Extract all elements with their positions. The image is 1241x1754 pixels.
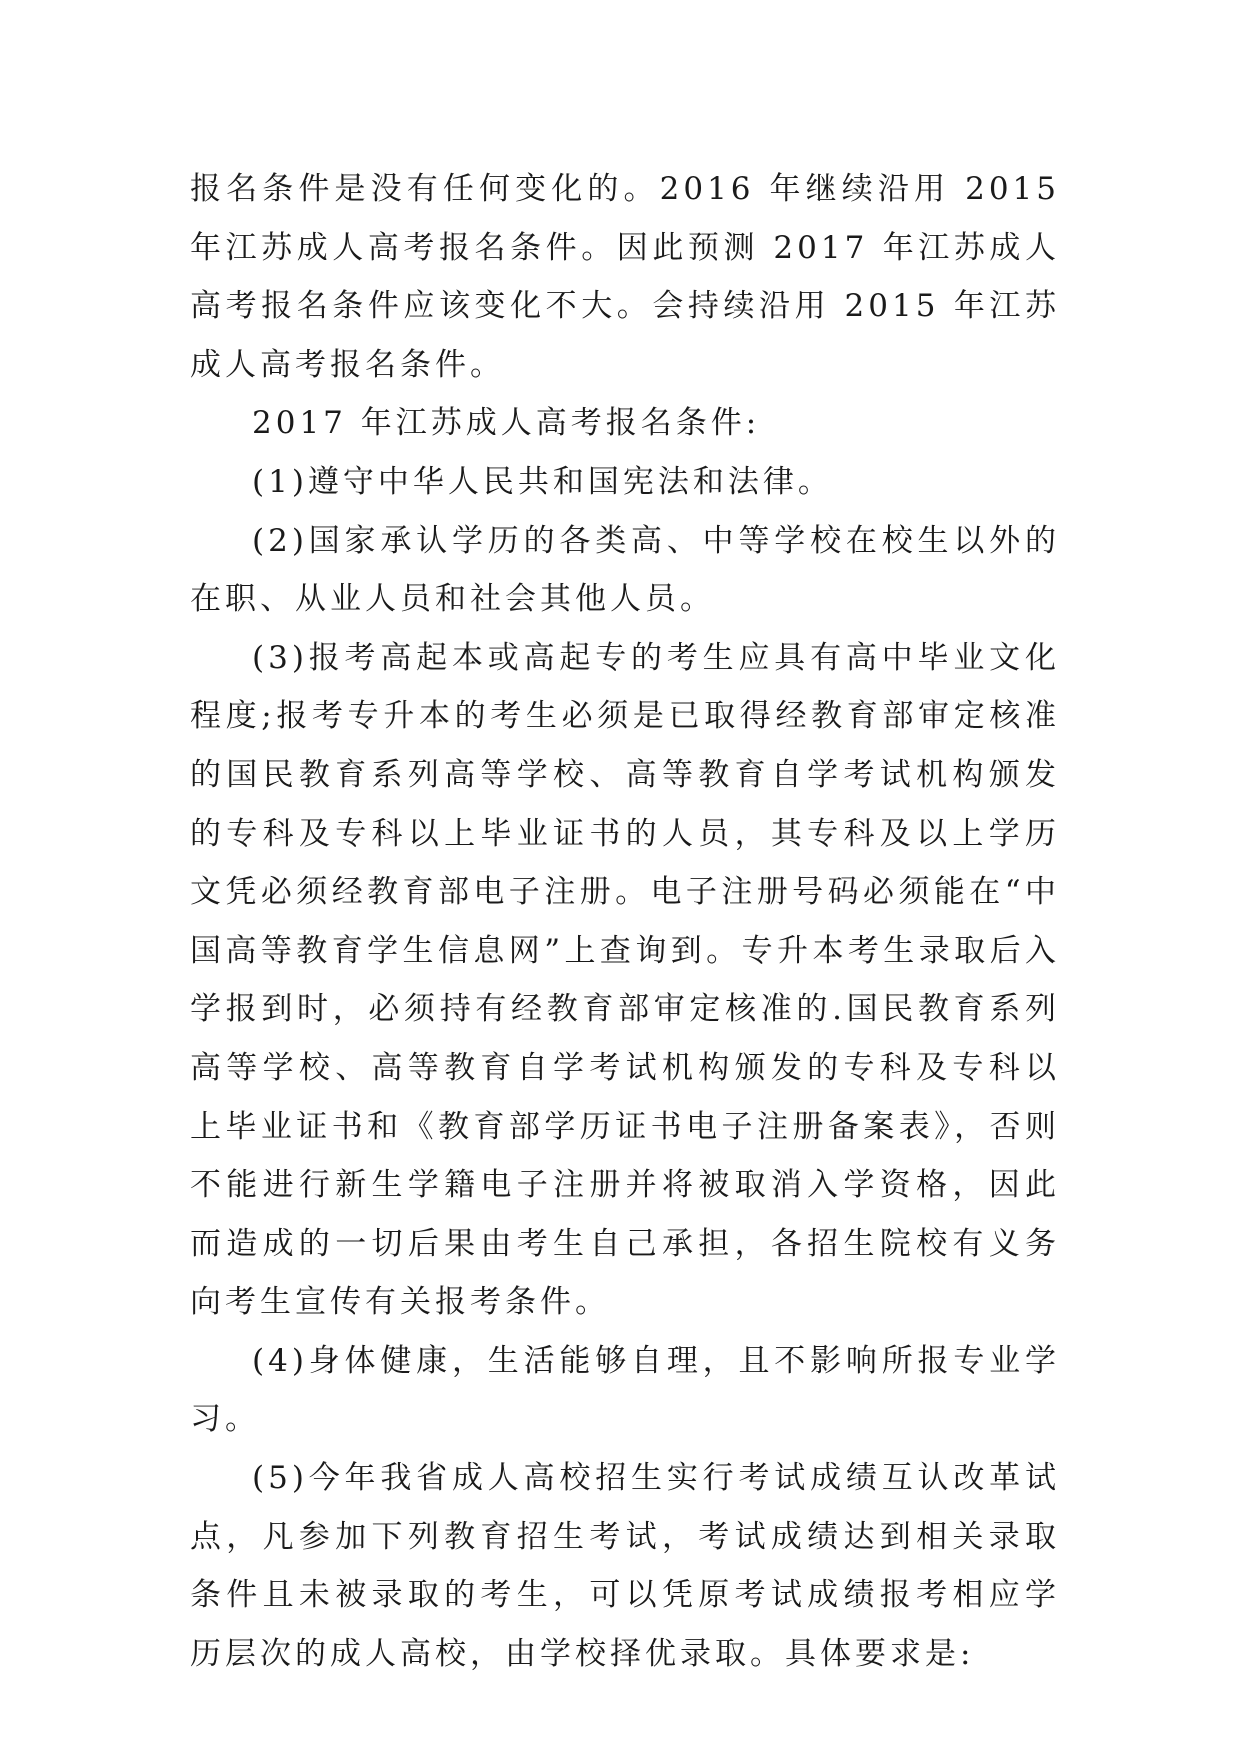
- paragraph-condition-5: (5)今年我省成人高校招生实行考试成绩互认改革试点，凡参加下列教育招生考试，考试成绩达到相关录取条件且未被录取的考生，可以凭原考试成绩报考相应学历层次的成人高校，由学校择优录取。具体要求是:: [190, 1460, 1060, 1672]
- paragraph-heading-conditions: 2017 年江苏成人高考报名条件:: [252, 405, 761, 442]
- paragraph-condition-1: (1)遵守中华人民共和国宪法和法律。: [252, 463, 833, 500]
- paragraph-condition-2: (2)国家承认学历的各类高、中等学校在校生以外的在职、从业人员和社会其他人员。: [190, 522, 1060, 618]
- paragraph-condition-4: (4)身体健康，生活能够自理，且不影响所报专业学习。: [190, 1342, 1060, 1438]
- paragraph-intro: 报名条件是没有任何变化的。2016 年继续沿用 2015 年江苏成人高考报名条件。因此预测 2017 年江苏成人高考报名条件应该变化不大。会持续沿用 2015 年江苏成人高考报名条件。: [190, 171, 1060, 383]
- paragraph-condition-3: (3)报考高起本或高起专的考生应具有高中毕业文化程度;报考专升本的考生必须是已取得经教育部审定核准的国民教育系列高等学校、高等教育自学考试机构颁发的专科及专科以上毕业证书的人员，其专科及以上学历文凭必须经教育部电子注册。电子注册号码必须能在“中国高等教育学生信息网”上查询到。专升本考生录取后入学报到时，必须持有经教育部审定核准的.国民教育系列高等学校、高等教育自学考试机构颁发的专科及专科以上毕业证书和《教育部学历证书电子注册备案表》，否则不能进行新生学籍电子注册并将被取消入学资格，因此而造成的一切后果由考生自己承担，各招生院校有义务向考生宣传有关报考条件。: [190, 639, 1060, 1321]
- document-body: [190, 160, 1060, 1683]
